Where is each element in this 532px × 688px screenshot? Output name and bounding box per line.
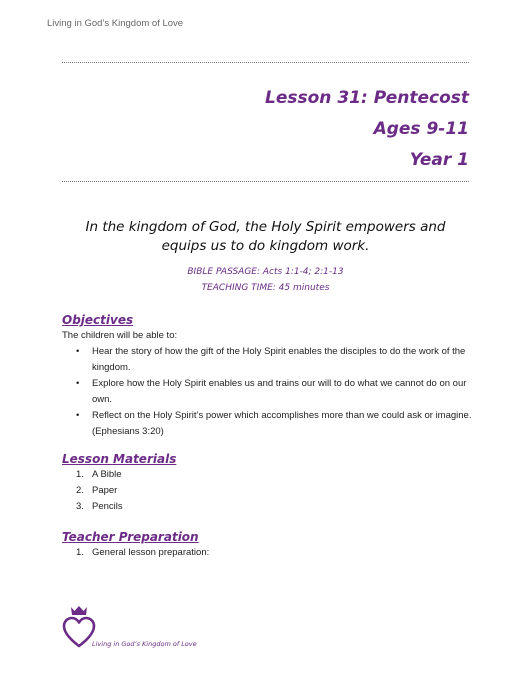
objective-item: • Explore how the Holy Spirit enables us and trains our will to do what we cannot do on our own. <box>62 376 472 408</box>
item-number: 2. <box>76 485 84 496</box>
objective-item: • Hear the story of how the gift of the Holy Spirit enables the disciples to do the work of the kingdom. <box>62 344 472 376</box>
objectives-list <box>62 344 472 440</box>
item-number: 1. <box>76 547 84 558</box>
material-item <box>62 483 472 499</box>
item-text: A Bible <box>92 469 122 480</box>
preparation-item <box>62 545 472 561</box>
lesson-title: Lesson 31: Pentecost <box>265 88 469 108</box>
materials-heading: Lesson Materials <box>62 452 177 466</box>
year-label: Year 1 <box>409 150 469 170</box>
item-text: Pencils <box>92 501 123 512</box>
divider-top <box>62 62 469 63</box>
objective-item: • Reflect on the Holy Spirit’s power which accomplishes more than we could ask or imagine. (Ephesians 3:20) <box>62 408 472 440</box>
objectives-heading: Objectives <box>62 313 134 327</box>
bible-passage: BIBLE PASSAGE: Acts 1:1-4; 2:1-13 <box>187 267 344 277</box>
materials-list <box>62 467 472 515</box>
teaching-time: TEACHING TIME: 45 minutes <box>201 283 330 293</box>
running-header: Living in God’s Kingdom of Love <box>47 18 184 29</box>
preparation-list <box>62 545 472 561</box>
preparation-heading: Teacher Preparation <box>62 530 199 544</box>
lesson-theme: In the kingdom of God, the Holy Spirit empowers and equips us to do kingdom work. <box>85 219 446 254</box>
footer-text: Living in God’s Kingdom of Love <box>92 640 197 648</box>
material-item <box>62 499 472 515</box>
objectives-intro: The children will be able to: <box>62 330 178 341</box>
age-range: Ages 9-11 <box>373 119 469 139</box>
item-number: 1. <box>76 469 84 480</box>
item-text: General lesson preparation: <box>92 547 210 558</box>
item-number: 3. <box>76 501 84 512</box>
item-text: Paper <box>92 485 118 496</box>
crown-heart-icon <box>62 604 96 655</box>
divider-bottom <box>62 181 469 182</box>
material-item <box>62 467 472 483</box>
